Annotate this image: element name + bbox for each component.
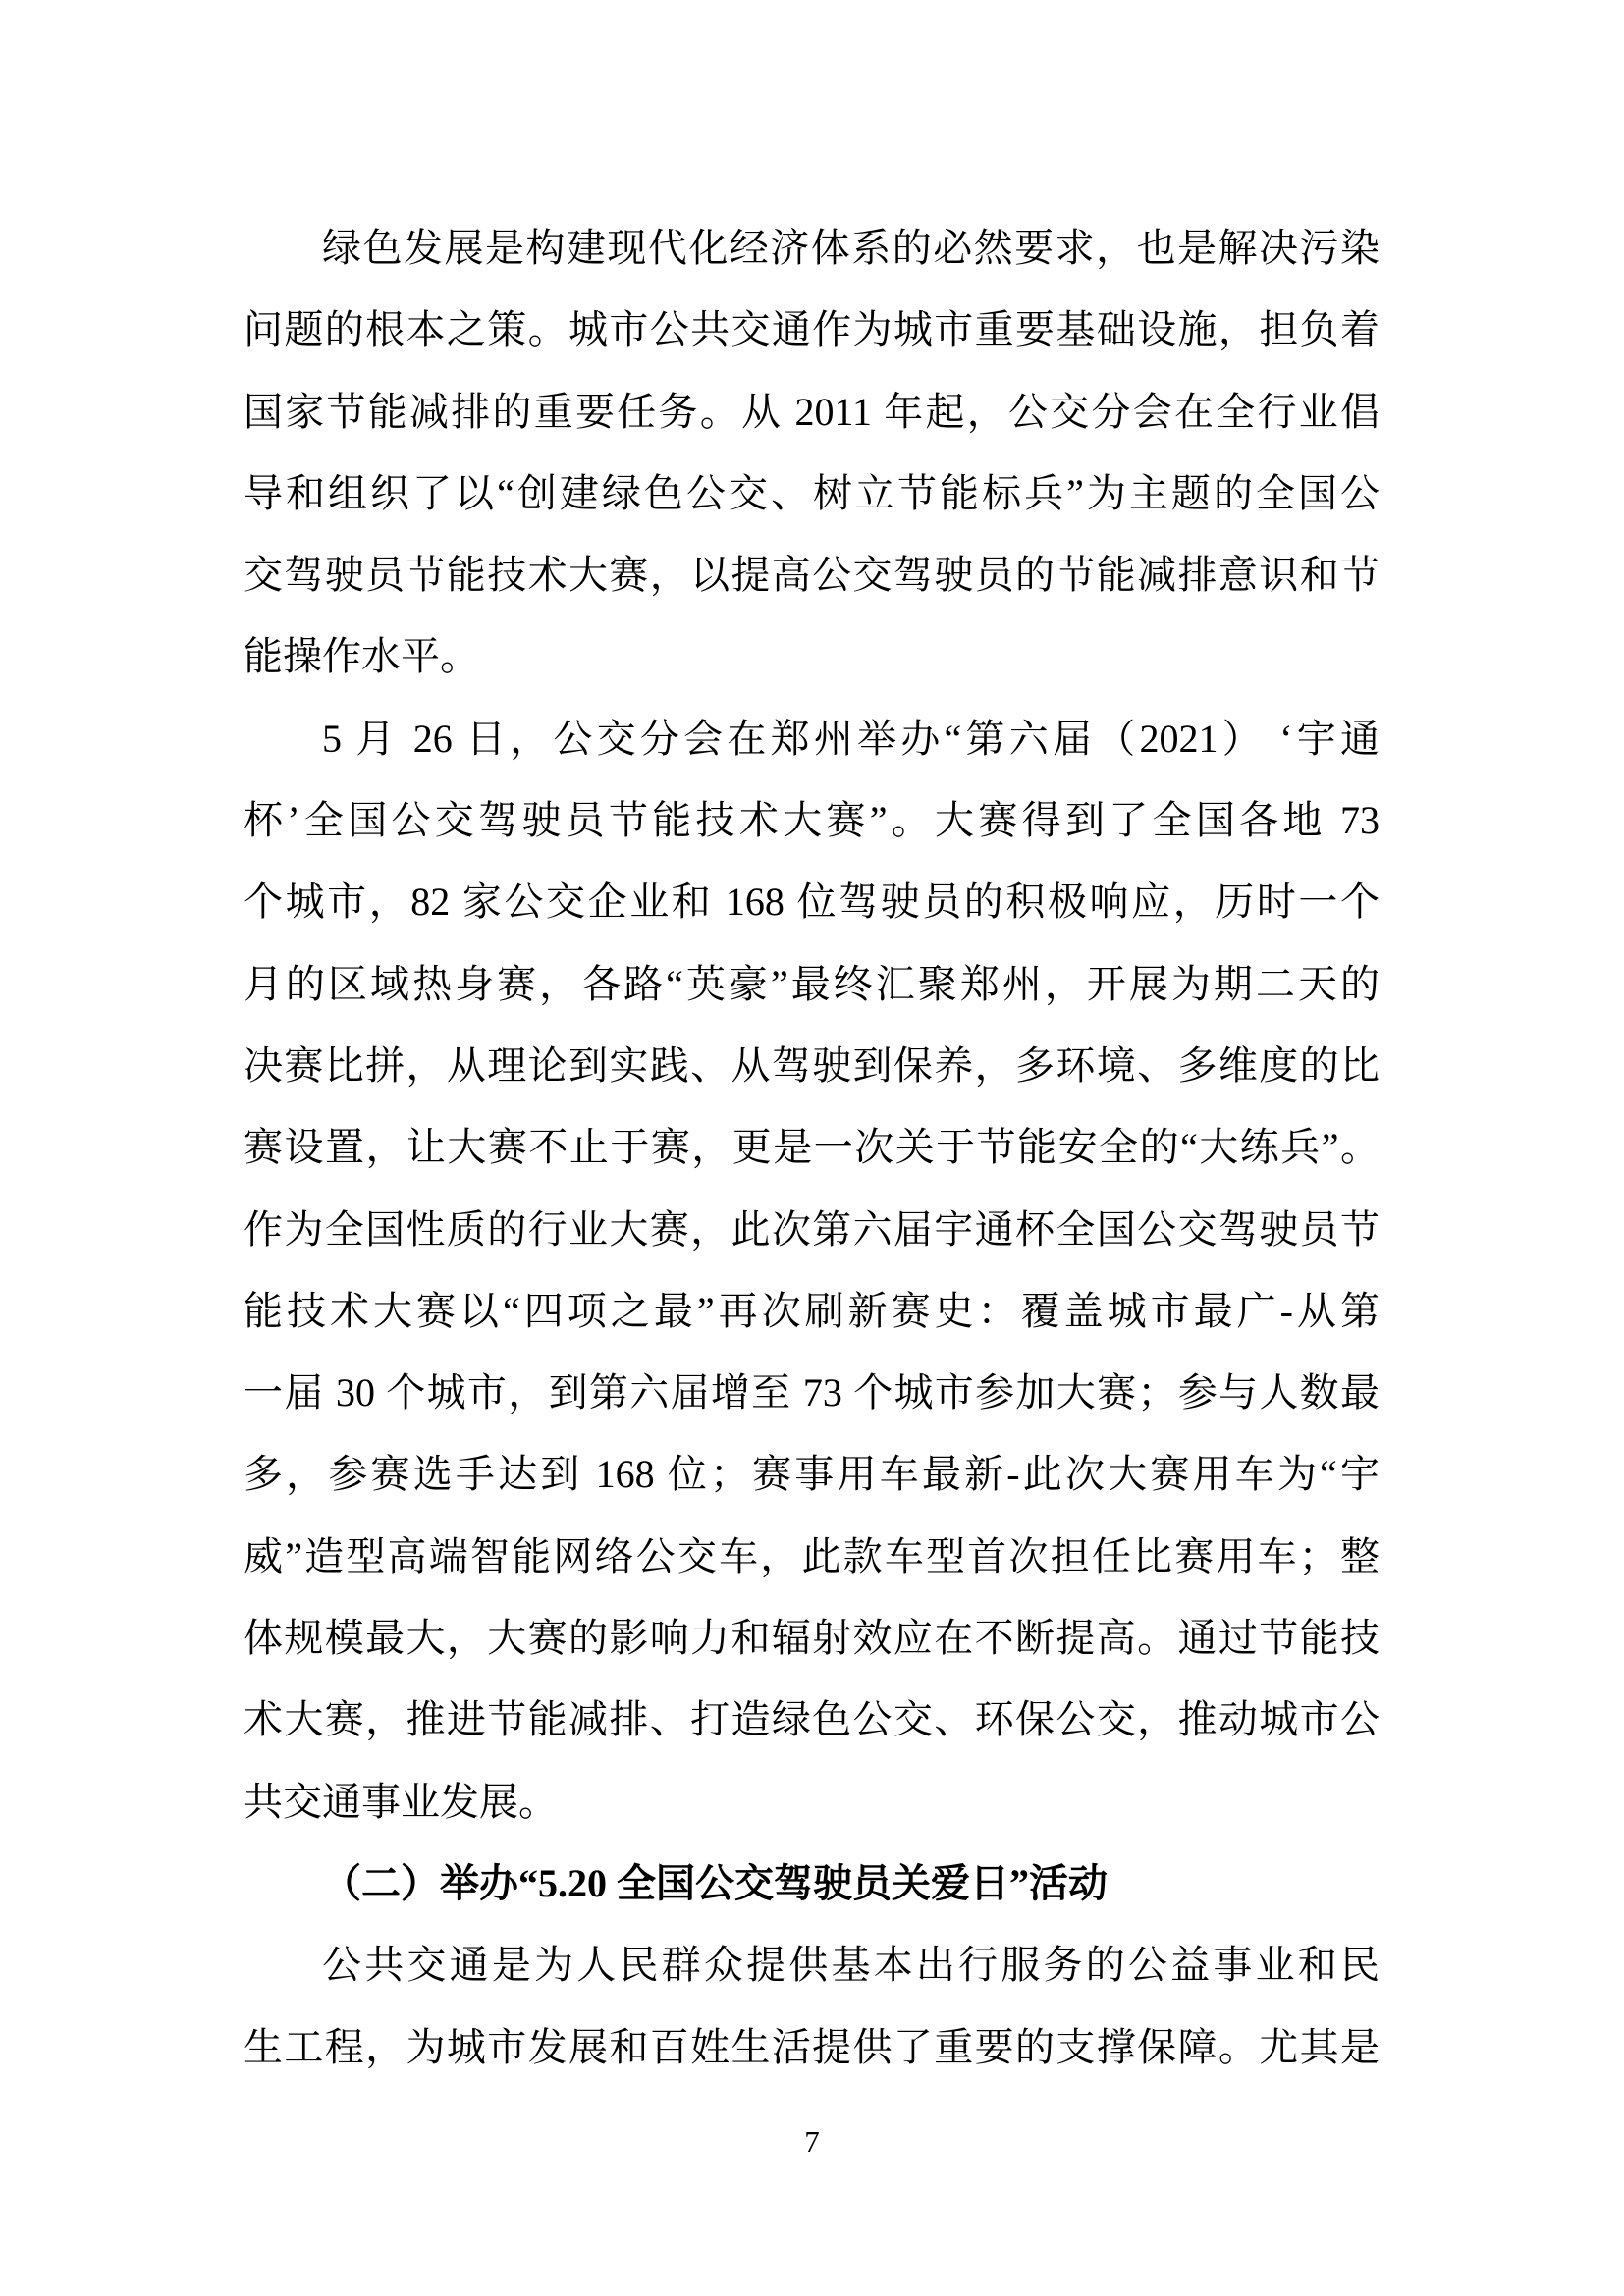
text-line: 绿色发展是构建现代化经济体系的必然要求，也是解决污染 (322, 226, 1380, 270)
text-line: 公共交通是为人民群众提供基本出行服务的公益事业和民 (322, 1943, 1380, 1988)
text-line: 决赛比拼，从理论到实践、从驾驶到保养，多环境、多维度的比 (244, 1042, 1380, 1088)
text-line: 杯’全国公交驾驶员节能技术大赛”。大赛得到了全国各地 73 (244, 798, 1380, 843)
text-line: 威”造型高端智能网络公交车，此款车型首次担任比赛用车；整 (244, 1533, 1380, 1578)
text-line: 体规模最大，大赛的影响力和辐射效应在不断提高。通过节能技 (244, 1616, 1380, 1661)
text-line: 一届 30 个城市，到第六届增至 73 个城市参加大赛；参与人数最 (244, 1370, 1380, 1415)
text-line: 多，参赛选手达到 168 位；赛事用车最新-此次大赛用车为“宇 (244, 1452, 1380, 1497)
text-line: 个城市，82 家公交企业和 168 位驾驶员的积极响应，历时一个 (244, 880, 1380, 925)
section-heading: （二）举办“5.20 全国公交驾驶员关爱日”活动 (322, 1860, 1108, 1905)
text-line: 月的区域热身赛，各路“英豪”最终汇聚郑州，开展为期二天的 (244, 961, 1380, 1006)
text-line: 生工程，为城市发展和百姓生活提供了重要的支撑保障。尤其是 (244, 2024, 1380, 2069)
text-line: 共交通事业发展。 (244, 1779, 558, 1824)
page-number: 7 (804, 2124, 820, 2159)
text-line: 5 月 26 日，公交分会在郑州举办“第六届（2021） ‘宇通 (322, 716, 1380, 761)
text-line: 作为全国性质的行业大赛，此次第六届宇通杯全国公交驾驶员节 (244, 1206, 1380, 1252)
text-line: 赛设置，让大赛不止于赛，更是一次关于节能安全的“大练兵”。 (244, 1125, 1380, 1170)
text-line: 能技术大赛以“四项之最”再次刷新赛史：覆盖城市最广-从第 (244, 1288, 1380, 1333)
text-line: 国家节能减排的重要任务。从 2011 年起，公交分会在全行业倡 (244, 389, 1380, 434)
text-line: 交驾驶员节能技术大赛，以提高公交驾驶员的节能减排意识和节 (244, 553, 1380, 598)
text-line: 问题的根本之策。城市公共交通作为城市重要基础设施，担负着 (244, 307, 1380, 352)
text-line: 术大赛，推进节能减排、打造绿色公交、环保公交，推动城市公 (244, 1697, 1380, 1742)
text-line: 能操作水平。 (244, 634, 479, 679)
text-line: 导和组织了以“创建绿色公交、树立节能标兵”为主题的全国公 (244, 470, 1380, 515)
document-text (244, 207, 1380, 2088)
